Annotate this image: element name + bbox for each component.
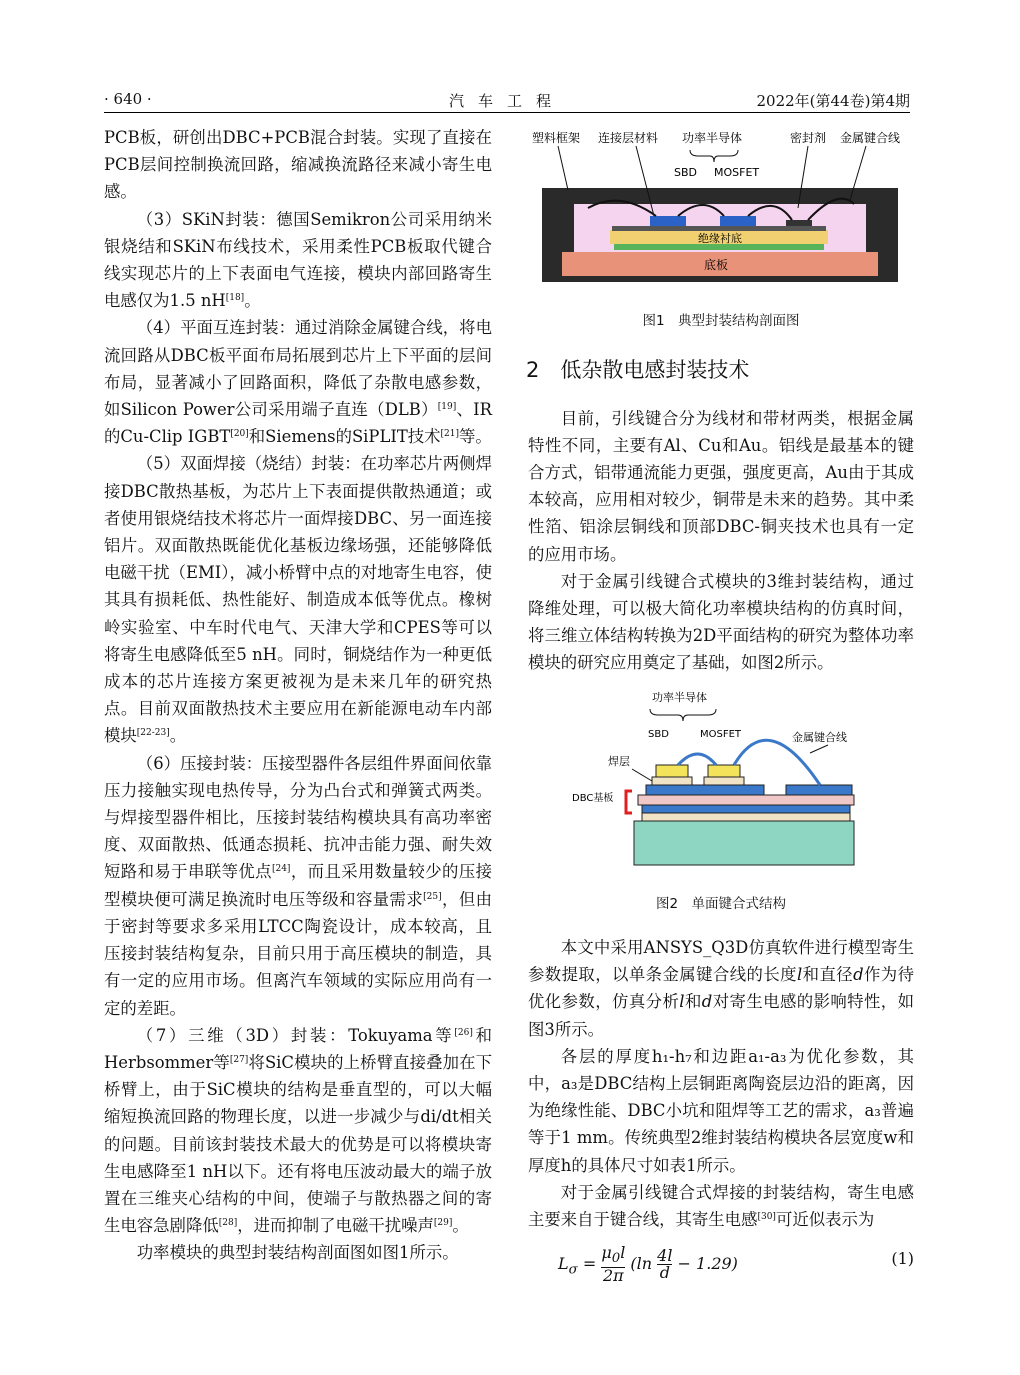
fig1-label-mosfet: MOSFET xyxy=(714,166,760,179)
figure-1-caption: 图1 典型封装结构剖面图 xyxy=(642,313,800,330)
fig2-leader xyxy=(810,745,828,753)
fig2-solder-bottom xyxy=(642,813,850,821)
fig2-dbc-bracket xyxy=(626,791,632,813)
citation: [25] xyxy=(423,891,442,902)
citation: [18] xyxy=(225,293,245,304)
paragraph: 对于金属引线键合式焊接的封装结构，寄生电感主要来自于键合线，其寄生电感[30]可近似表示为 xyxy=(528,1182,914,1230)
fig1-label-baseplate: 底板 xyxy=(704,258,729,272)
paragraph: 目前，引线键合分为线材和带材两类，根据金属特性不同，主要有Al、Cu和Au。铝线是最基本的键合方式，铝带通流能力更强，强度更高，Au由于其成本较高，应用相对较少，铜带是未来的趋势。其中柔性箔、铝涂层铜线和顶部DBC-铜夹技术也具有一定的应用市场。 xyxy=(528,408,914,564)
figure-2 xyxy=(528,687,914,877)
figure-1 xyxy=(528,124,914,294)
fig1-chip-mosfet xyxy=(720,216,756,226)
right-column xyxy=(526,124,915,1286)
citation: [22-23] xyxy=(136,728,170,739)
paragraph: 对于金属引线键合式模块的3维封装结构，通过降维处理，可以极大简化功率模块结构的仿真时间，将三维立体结构转换为2D平面结构的研究为整体功率模块的研究应用奠定了基础，如图2所示。 xyxy=(528,571,914,673)
citation: [28] xyxy=(218,1218,238,1229)
fig2-copper-top-left xyxy=(646,785,764,795)
fig2-label-dbc: DBC基板 xyxy=(572,792,614,804)
fig2-brace xyxy=(650,709,716,721)
fig2-chip-mosfet xyxy=(708,765,740,777)
fig1-label-substrate: 绝缘衬底 xyxy=(698,232,742,245)
fig1-terminal-pad xyxy=(786,220,812,226)
citation: [19] xyxy=(437,402,457,413)
citation: [26] xyxy=(454,1027,473,1038)
fig2-leader xyxy=(632,769,652,781)
fig2-solder-sbd xyxy=(652,777,692,785)
citation: [24] xyxy=(271,864,291,875)
fig2-copper-bottom xyxy=(642,805,850,813)
fig2-label-sbd: SBD xyxy=(648,728,669,740)
fig1-label-bond-material: 连接层材料 xyxy=(598,131,659,145)
fig1-label-wire: 金属键合线 xyxy=(840,131,901,145)
fig1-label-sbd: SBD xyxy=(674,166,697,179)
section-heading: 2 低杂散电感封装技术 xyxy=(526,358,750,383)
citation: [30] xyxy=(757,1212,776,1223)
header-rule xyxy=(104,112,910,113)
paragraph: （3）SKiN封装：德国Semikron公司采用纳米银烧结和SKiN布线技术，采用柔性PCB板取代键合线实现芯片的上下表面电气连接，模块内部回路寄生电感仅为1.5 nH[18]。 xyxy=(104,209,492,311)
fig1-top-copper xyxy=(612,226,826,231)
citation: [21] xyxy=(440,429,460,440)
fig2-heatsink xyxy=(634,821,854,865)
fig1-label-sealant: 密封剂 xyxy=(790,131,827,145)
issue-info: 2022年(第44卷)第4期 xyxy=(756,92,910,110)
fig2-label-power-semi: 功率半导体 xyxy=(652,690,707,704)
page-header xyxy=(104,90,910,112)
paragraph: （5）双面焊接（烧结）封装：在功率芯片两侧焊接DBC散热基板，为芯片上下表面提供散热通道；或者使用银烧结技术将芯片一面焊接DBC、另一面连接铝片。双面散热既能优化基板边缘场强，还能够降低电磁干扰（EMI），减小桥臂中点的对地寄生电容，使其具有损耗低、热性能好、制造成本低等优点。橡树岭实验室、中车时代电气、天津大学和CPES等可以将寄生电感降低至5 nH。同时，铜烧结作为一种更低成本的芯片连接方案更被视为是未来几年的研究热点。目前双面散热技术主要应用在新能源电动车内部模块[22-23]。 xyxy=(104,454,492,746)
fig2-label-solder: 焊层 xyxy=(608,754,630,768)
equation-1 xyxy=(528,1237,914,1286)
figure-2-caption: 图2 单面键合式结构 xyxy=(655,895,787,912)
fig1-brace xyxy=(690,150,738,162)
fig2-solder-mosfet xyxy=(704,777,744,785)
fig1-label-power-semi: 功率半导体 xyxy=(682,131,743,145)
paragraph: （7）三维（3D）封装：Tokuyama等[26]和Herbsommer等[27]将SiC模块的上桥臂直接叠加在下桥臂上，由于SiC模块的结构是垂直型的，可以大幅缩短换流回路的物理长度，以进一步减少与di/dt相关的问题。目前该封装技术最大的优势是可以将模块寄生电感降至1 nH以下。还有将电压波动最大的端子放置在三维夹心结构的中间，使端子与散热器之间的寄生电容急剧降低[28]，进而抑制了电磁干扰噪声[29]。 xyxy=(104,1025,492,1236)
paragraph: PCB板，研创出DBC+PCB混合封装。实现了直接在PCB层间控制换流回路，缩减换流路径来减小寄生电感。 xyxy=(104,128,492,202)
paragraph: （4）平面互连封装：通过消除金属键合线，将电流回路从DBC板平面布局拓展到芯片上下平面的层间布局，显著减小了回路面积，降低了杂散电感参数，如Silicon Power公司采用端子直连（DLB）[19]、IR的Cu-Clip IGBT[20]和Siemens的SiPLIT技术[21]等。 xyxy=(104,318,492,447)
paragraph: 各层的厚度h₁-h₇和边距a₁-a₃为优化参数，其中，a₃是DBC结构上层铜距离陶瓷层边沿的距离，因为绝缘性能、DBC小坑和阻焊等工艺的需求，a₃普遍等于1 mm。传统典型2维封装结构模块各层宽度w和厚度h的具体尺寸如表1所示。 xyxy=(528,1046,914,1175)
left-column xyxy=(104,124,492,1267)
fig2-copper-top-right xyxy=(786,785,852,795)
fig2-label-wire: 金属键合线 xyxy=(792,730,847,744)
page-number: · 640 · xyxy=(104,90,152,108)
fig1-label-frame: 塑料框架 xyxy=(532,131,581,145)
fig1-chip-sbd xyxy=(650,216,686,226)
fig2-chip-sbd xyxy=(656,765,688,777)
fig2-ceramic xyxy=(638,795,854,805)
paragraph: 本文中采用ANSYS_Q3D仿真软件进行模型寄生参数提取，以单条金属键合线的长度l和直径d作为待优化参数，仿真分析l和d对寄生电感的影响特性，如图3所示。 xyxy=(528,938,915,1039)
citation: [20] xyxy=(230,429,249,440)
journal-name: 汽车工程 xyxy=(448,92,565,110)
fig2-label-mosfet: MOSFET xyxy=(700,728,742,740)
paragraph: （6）压接封装：压接型器件各层组件界面间依靠压力接触实现电热传导，分为凸台式和弹簧式两类。与焊接型器件相比，压接封装结构模块具有高功率密度、双面散热、低通态损耗、抗冲击能力强、耐失效短路和易于串联等优点[24]，而且采用数量较少的压接型模块便可满足换流时电压等级和容量需求[25]，但由于密封等要求多采用LTCC陶瓷设计，成本较高，且压接封装结构复杂，目前只用于高压模块的制造，具有一定的应用市场。但离汽车领域的实际应用尚有一定的差距。 xyxy=(104,753,493,1018)
fig1-leader xyxy=(558,146,568,190)
fig2-bond-wire xyxy=(678,740,820,785)
equation-body: $L_\sigma$ = $\frac{\mu_0l}{2\pi}$ (ln $\frac{4l}{d}$ − 1.29) xyxy=(558,1243,738,1286)
paragraph: 功率模块的典型封装结构剖面图如图1所示。 xyxy=(136,1243,459,1263)
equation-number: (1) xyxy=(891,1249,914,1269)
citation: [27] xyxy=(229,1054,249,1065)
citation: [29] xyxy=(433,1218,453,1229)
